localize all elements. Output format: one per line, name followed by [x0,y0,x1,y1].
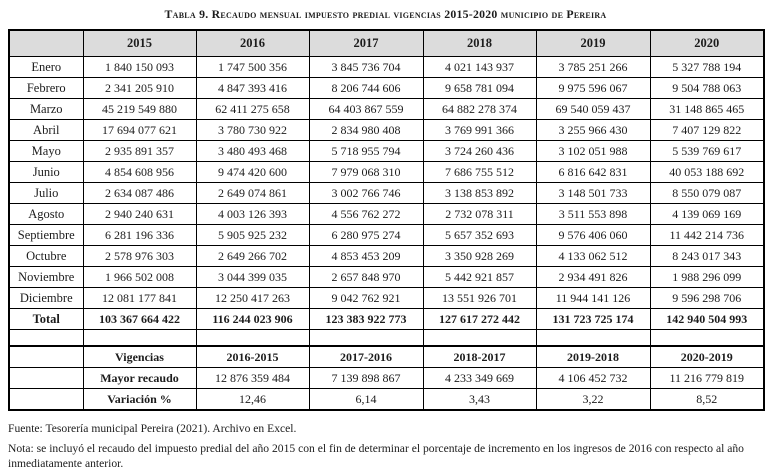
month-label: Septiembre [9,225,83,246]
fuente-text: Fuente: Tesorería municipal Pereira (2021). Archivo en Excel. [8,422,297,435]
total-cell: 123 383 922 773 [309,309,423,330]
value-cell: 4 853 453 209 [309,246,423,267]
value-cell: 9 474 420 600 [196,162,309,183]
total-row [9,309,764,330]
value-cell: 6 280 975 274 [309,225,423,246]
value-cell: 40 053 188 692 [650,162,764,183]
value-cell: 12 250 417 263 [196,288,309,309]
month-row-marzo [9,99,764,120]
value-cell: 8 243 017 343 [650,246,764,267]
mayor-recaudo-cell: 4 233 349 669 [423,368,536,389]
month-row-abril [9,120,764,141]
value-cell: 2 649 266 702 [196,246,309,267]
value-cell: 9 975 596 067 [536,78,650,99]
year-header-2019: 2019 [536,30,650,57]
year-header-2015: 2015 [83,30,196,57]
value-cell: 3 148 501 733 [536,183,650,204]
year-header-2016: 2016 [196,30,309,57]
month-row-junio [9,162,764,183]
value-cell: 69 540 059 437 [536,99,650,120]
month-label: Diciembre [9,288,83,309]
total-cell: 116 244 023 906 [196,309,309,330]
year-header-2018: 2018 [423,30,536,57]
month-row-agosto [9,204,764,225]
value-cell: 11 442 214 736 [650,225,764,246]
vigencias-label: Vigencias [83,346,196,368]
value-cell: 3 480 493 468 [196,141,309,162]
value-cell: 9 596 298 706 [650,288,764,309]
value-cell: 3 780 730 922 [196,120,309,141]
value-cell: 31 148 865 465 [650,99,764,120]
month-label: Noviembre [9,267,83,288]
mayor-recaudo-row [9,368,764,389]
value-cell: 1 840 150 093 [83,57,196,78]
value-cell: 17 694 077 621 [83,120,196,141]
value-cell: 62 411 275 658 [196,99,309,120]
value-cell: 5 905 925 232 [196,225,309,246]
value-cell: 4 003 126 393 [196,204,309,225]
spacer-row [9,330,764,347]
variacion-cell: 12,46 [196,389,309,411]
vigencia-pair: 2016-2015 [196,346,309,368]
value-cell: 6 281 196 336 [83,225,196,246]
total-cell: 131 723 725 174 [536,309,650,330]
value-cell: 45 219 549 880 [83,99,196,120]
value-cell: 8 206 744 606 [309,78,423,99]
value-cell: 2 940 240 631 [83,204,196,225]
value-cell: 7 686 755 512 [423,162,536,183]
value-cell: 4 847 393 416 [196,78,309,99]
year-header-2017: 2017 [309,30,423,57]
empty-cell [9,330,83,347]
value-cell: 2 341 205 910 [83,78,196,99]
value-cell: 13 551 926 701 [423,288,536,309]
value-cell: 2 934 491 826 [536,267,650,288]
value-cell: 5 718 955 794 [309,141,423,162]
month-label: Mayo [9,141,83,162]
month-label: Agosto [9,204,83,225]
empty-cell [536,330,650,347]
value-cell: 2 649 074 861 [196,183,309,204]
variacion-label: Variación % [83,389,196,411]
mayor-recaudo-cell: 11 216 779 819 [650,368,764,389]
value-cell: 9 504 788 063 [650,78,764,99]
total-label: Total [9,309,83,330]
variacion-row [9,389,764,411]
month-row-enero [9,57,764,78]
value-cell: 4 556 762 272 [309,204,423,225]
value-cell: 5 327 788 194 [650,57,764,78]
value-cell: 2 634 087 486 [83,183,196,204]
value-cell: 7 407 129 822 [650,120,764,141]
value-cell: 9 042 762 921 [309,288,423,309]
vigencia-pair: 2019-2018 [536,346,650,368]
value-cell: 3 511 553 898 [536,204,650,225]
value-cell: 64 403 867 559 [309,99,423,120]
month-label: Enero [9,57,83,78]
total-cell: 142 940 504 993 [650,309,764,330]
empty-cell [196,330,309,347]
value-cell: 4 854 608 956 [83,162,196,183]
value-cell: 12 081 177 841 [83,288,196,309]
vigencia-pair: 2017-2016 [309,346,423,368]
month-row-febrero [9,78,764,99]
table-title: Tabla 9. Recaudo mensual impuesto predial vigencias 2015-2020 municipio de Pereira [164,7,607,21]
value-cell: 4 021 143 937 [423,57,536,78]
month-row-julio [9,183,764,204]
month-label: Julio [9,183,83,204]
value-cell: 2 657 848 970 [309,267,423,288]
value-cell: 2 578 976 303 [83,246,196,267]
value-cell: 4 139 069 169 [650,204,764,225]
variacion-cell: 3,43 [423,389,536,411]
value-cell: 3 845 736 704 [309,57,423,78]
empty-cell [83,330,196,347]
value-cell: 2 732 078 311 [423,204,536,225]
vigencia-pair: 2020-2019 [650,346,764,368]
empty-cell [423,330,536,347]
total-cell: 127 617 272 442 [423,309,536,330]
variacion-cell: 3,22 [536,389,650,411]
value-cell: 9 576 406 060 [536,225,650,246]
empty-cell [9,368,83,389]
value-cell: 3 350 928 269 [423,246,536,267]
nota-text: Nota: se incluyó el recaudo del impuesto predial del año 2015 con el fin de determinar el porcentaje de incremento en los ingresos de 2016 con respecto al año inmediatamente anterior. [8,441,744,471]
vigencias-row [9,346,764,368]
value-cell: 1 988 296 099 [650,267,764,288]
month-row-mayo [9,141,764,162]
month-row-diciembre [9,288,764,309]
value-cell: 8 550 079 087 [650,183,764,204]
variacion-cell: 6,14 [309,389,423,411]
value-cell: 5 657 352 693 [423,225,536,246]
value-cell: 2 935 891 357 [83,141,196,162]
mayor-recaudo-cell: 12 876 359 484 [196,368,309,389]
table-footnotes [8,421,765,472]
value-cell: 11 944 141 126 [536,288,650,309]
value-cell: 3 002 766 746 [309,183,423,204]
value-cell: 4 133 062 512 [536,246,650,267]
month-row-noviembre [9,267,764,288]
month-label: Octubre [9,246,83,267]
value-cell: 1 747 500 356 [196,57,309,78]
month-label: Junio [9,162,83,183]
month-row-octubre [9,246,764,267]
mayor-recaudo-label: Mayor recaudo [83,368,196,389]
value-cell: 7 979 068 310 [309,162,423,183]
empty-cell [9,389,83,411]
mayor-recaudo-cell: 4 106 452 732 [536,368,650,389]
month-row-septiembre [9,225,764,246]
month-label: Marzo [9,99,83,120]
value-cell: 5 539 769 617 [650,141,764,162]
value-cell: 2 834 980 408 [309,120,423,141]
value-cell: 3 102 051 988 [536,141,650,162]
empty-cell [650,330,764,347]
empty-cell [309,330,423,347]
value-cell: 64 882 278 374 [423,99,536,120]
value-cell: 3 785 251 266 [536,57,650,78]
month-label: Febrero [9,78,83,99]
empty-cell [9,346,83,368]
total-cell: 103 367 664 422 [83,309,196,330]
value-cell: 3 724 260 436 [423,141,536,162]
corner-cell [9,30,83,57]
value-cell: 3 138 853 892 [423,183,536,204]
year-header-row [9,30,764,57]
value-cell: 3 769 991 366 [423,120,536,141]
value-cell: 5 442 921 857 [423,267,536,288]
value-cell: 9 658 781 094 [423,78,536,99]
month-label: Abril [9,120,83,141]
year-header-2020: 2020 [650,30,764,57]
recaudo-table [8,29,765,411]
value-cell: 6 816 642 831 [536,162,650,183]
mayor-recaudo-cell: 7 139 898 867 [309,368,423,389]
value-cell: 1 966 502 008 [83,267,196,288]
value-cell: 3 255 966 430 [536,120,650,141]
value-cell: 3 044 399 035 [196,267,309,288]
vigencia-pair: 2018-2017 [423,346,536,368]
variacion-cell: 8,52 [650,389,764,411]
